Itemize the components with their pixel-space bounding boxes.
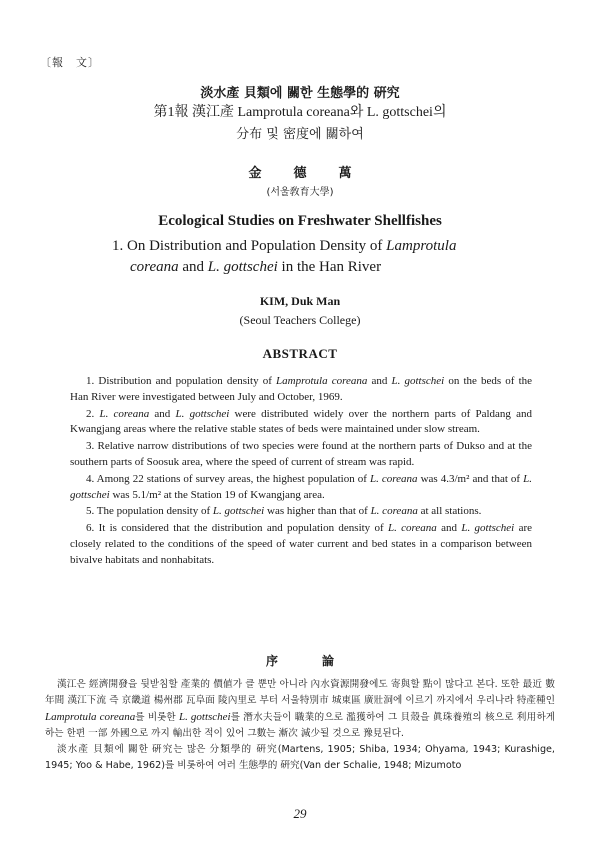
english-title-line1: Ecological Studies on Freshwater Shellfishes: [158, 213, 442, 229]
abstract-item-4: 4. Among 22 stations of survey areas, the highest population of L. coreana was 4.3/m² and that of L. gottschei was 5.1/m² at the Station 19 of Kwangjang area.: [70, 472, 533, 501]
abstract-item-5: 5. The population density of L. gottschei was higher than that of L. coreana at all stations.: [86, 505, 482, 518]
section-tag: 〔報 文〕: [40, 56, 100, 69]
korean-title-line3: 分布 및 密度에 關하여: [236, 127, 364, 142]
abstract-heading: ABSTRACT: [262, 346, 338, 361]
english-title-subtitle: [112, 236, 532, 278]
abstract-item-3: 3. Relative narrow distributions of two species were found at the northern parts of Dukso and at the southern parts of Soosuk area, where the speed of current of stream was rapid.: [70, 440, 532, 468]
page-number: 29: [293, 806, 307, 821]
abstract-item-6: 6. It is considered that the distribution and population density of L. coreana and L. gottschei are closely related to the conditions of the speed of water current and bed states in a comparison between bivalve habitats and nonhabitats.: [70, 522, 532, 566]
abstract-item-2: 2. L. coreana and L. gottschei were distributed widely over the northern parts of Paldang and Kwangjang areas where the relative stable states of beds were maintained under slow stream.: [70, 407, 532, 436]
intro-paragraph-1: 漢江은 經濟開發을 뒷받침할 產業的 價値가 클 뿐만 아니라 內水資源開發에도 寄與할 點이 많다고 본다. 또한 最近 數年間 漢江下流 즉 京畿道 楊州郡 瓦阜面 陵內里로 부터 서울特別市 城東區 廣壯洞에 이르기 까지에서 우리나라 特產種인 Lamprotula coreana를 비롯한 L. gottschei를 潛水夫들이 職業的으로 濫獲하여 그 貝殼을 眞珠養殖의 核으로 利用하게 하는 한편 一部 外國으로 까지 輸出한 적이 있어 그數는 漸次 減少될 것으로 豫見된다.: [45, 679, 555, 739]
korean-affiliation: (서울敎育大學): [266, 187, 334, 198]
intro-heading: 序論: [265, 654, 378, 668]
english-title-line2: 1. On Distribution and Population Density of Lamprotula: [112, 238, 457, 254]
intro-paragraph-2: 淡水產 貝類에 關한 硏究는 많은 分類學的 硏究(Martens, 1905; Shiba, 1934; Ohyama, 1943; Kurashige, 1945; Yoo & Habe, 1962)를 비롯하여 여러 生態學的 硏究(Van der Schalie, 1948; Mizumoto: [45, 744, 555, 771]
english-author: KIM, Duk Man: [259, 294, 341, 308]
intro-body: [45, 677, 555, 774]
korean-title-line1: 淡水產 貝類에 關한 生態學的 硏究: [200, 86, 400, 101]
abstract-body: [70, 374, 532, 570]
korean-author: 金德萬: [248, 166, 384, 181]
english-affiliation: (Seoul Teachers College): [239, 313, 361, 327]
english-title-line3: coreana and L. gottschei in the Han River: [130, 259, 382, 275]
abstract-item-1: 1. Distribution and population density of Lamprotula coreana and L. gottschei on the beds of the Han River were investigated between July and October, 1969.: [70, 375, 533, 403]
korean-title-line2: 第1報 漢江產 Lamprotula coreana와 L. gottschei의: [153, 105, 447, 120]
